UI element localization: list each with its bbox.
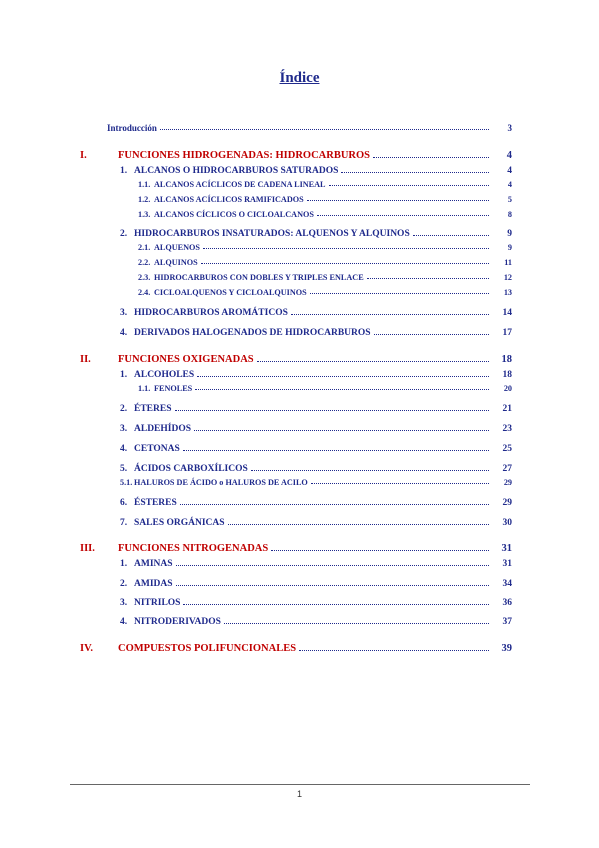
toc-page-number: 5 (507, 195, 512, 205)
toc-entry-label: CICLOALQUENOS Y CICLOALQUINOS (154, 288, 307, 298)
toc-page-number: 37 (502, 616, 512, 627)
toc-entry[interactable] (107, 120, 512, 133)
toc-entry[interactable] (138, 192, 512, 204)
toc-entry-number: 4. (120, 327, 128, 338)
toc-entry[interactable] (120, 225, 512, 239)
toc-entry-number: 3. (120, 423, 128, 434)
toc-entry-label: ALQUINOS (154, 258, 198, 268)
toc-page-number: 9 (507, 243, 512, 253)
toc-entry-number: I. (80, 149, 87, 161)
toc-entry[interactable] (138, 285, 512, 297)
toc-page-number: 4 (506, 149, 512, 161)
toc-entry-number: 5.1. (120, 478, 133, 488)
toc-dot-leader (271, 549, 489, 551)
toc-entry-number: 2. (120, 578, 128, 589)
toc-entry[interactable] (138, 177, 512, 189)
toc-entry[interactable] (120, 575, 512, 589)
toc-entry-number: 6. (120, 497, 128, 508)
toc-entry[interactable] (120, 460, 512, 474)
toc-dot-leader (299, 649, 489, 651)
toc-entry-label: ALCANOS ACÍCLICOS DE CADENA LINEAL (154, 180, 326, 190)
toc-page-number: 31 (501, 542, 512, 554)
toc-entry[interactable] (120, 420, 512, 434)
toc-dot-leader (311, 482, 489, 484)
toc-dot-leader (176, 584, 489, 586)
toc-dot-leader (228, 523, 489, 525)
toc-dot-leader (373, 156, 489, 158)
toc-dot-leader (257, 360, 489, 362)
toc-entry-label: AMINAS (134, 558, 173, 569)
toc-dot-leader (374, 333, 489, 335)
toc-entry-label: ALQUENOS (154, 243, 200, 253)
toc-page-number: 17 (502, 327, 512, 338)
toc-page-number: 18 (502, 369, 512, 380)
toc-page-number: 29 (502, 497, 512, 508)
toc-entry-number: 2.3. (138, 273, 151, 283)
toc-entry-label: ALDEHÍDOS (134, 423, 192, 434)
toc-dot-leader (194, 429, 489, 431)
toc-entry-label: COMPUESTOS POLIFUNCIONALES (118, 642, 297, 654)
toc-entry-label: HIDROCARBUROS AROMÁTICOS (134, 307, 288, 318)
toc-entry[interactable] (138, 270, 512, 282)
toc-page-number: 4 (507, 180, 512, 190)
toc-dot-leader (203, 247, 489, 249)
toc-entry[interactable] (80, 350, 512, 365)
toc-entry[interactable] (120, 162, 512, 176)
toc-entry-number: 1. (120, 558, 128, 569)
toc-entry-number: 4. (120, 443, 128, 454)
toc-dot-leader (310, 292, 489, 294)
toc-entry-number: 4. (120, 616, 128, 627)
page-title: Índice (279, 70, 320, 86)
toc-dot-leader (160, 128, 489, 130)
toc-dot-leader (183, 449, 489, 451)
toc-entry-label: ÉSTERES (134, 497, 177, 508)
toc-page-number: 12 (503, 273, 512, 283)
toc-page-number: 13 (503, 288, 512, 298)
toc-entry[interactable] (120, 366, 512, 380)
toc-page-number: 30 (502, 517, 512, 528)
toc-dot-leader (329, 184, 489, 186)
toc-entry-label: CETONAS (134, 443, 180, 454)
toc-page-number: 31 (502, 558, 512, 569)
toc-entry[interactable] (120, 594, 512, 608)
toc-entry-number: 2.1. (138, 243, 151, 253)
toc-dot-leader (183, 603, 489, 605)
toc-dot-leader (291, 313, 489, 315)
toc-entry[interactable] (120, 613, 512, 627)
toc-entry[interactable] (80, 639, 512, 654)
toc-entry-number: 7. (120, 517, 128, 528)
toc-dot-leader (341, 171, 489, 173)
toc-entry[interactable] (120, 555, 512, 569)
toc-entry-label: AMIDAS (134, 578, 173, 589)
toc-entry-number: 1.1. (138, 384, 151, 394)
toc-entry-number: 5. (120, 463, 128, 474)
toc-entry-label: FUNCIONES NITROGENADAS (118, 542, 269, 554)
toc-entry-label: FUNCIONES OXIGENADAS (118, 353, 254, 365)
toc-entry-number: 1.2. (138, 195, 151, 205)
toc-dot-leader (251, 469, 489, 471)
toc-entry-label: HALUROS DE ÁCIDO o HALUROS DE ACILO (134, 478, 308, 488)
toc-dot-leader (307, 199, 489, 201)
toc-entry-label: NITRODERIVADOS (134, 616, 221, 627)
toc-entry-number: IV. (80, 642, 93, 654)
toc-entry-number: II. (80, 353, 91, 365)
toc-entry[interactable] (120, 475, 512, 487)
footer-divider (70, 784, 530, 785)
toc-page-number: 21 (502, 403, 512, 414)
toc-entry-label: Introducción (107, 123, 157, 133)
toc-entry-label: ALCOHOLES (134, 369, 195, 380)
toc-page-number: 23 (502, 423, 512, 434)
toc-entry-number: 1.3. (138, 210, 151, 220)
toc-entry-label: ÁCIDOS CARBOXÍLICOS (134, 463, 248, 474)
toc-entry[interactable] (138, 381, 512, 393)
toc-entry-number: 3. (120, 597, 128, 608)
toc-page-number: 27 (502, 463, 512, 474)
toc-entry-number: 3. (120, 307, 128, 318)
toc-entry-number: 2. (120, 403, 128, 414)
toc-entry-label: ALCANOS ACÍCLICOS RAMIFICADOS (154, 195, 304, 205)
toc-entry-number: 1.1. (138, 180, 151, 190)
toc-entry-number: 1. (120, 165, 128, 176)
toc-entry[interactable] (120, 440, 512, 454)
toc-entry[interactable] (80, 539, 512, 554)
toc-entry[interactable] (120, 514, 512, 528)
toc-entry[interactable] (120, 304, 512, 318)
toc-page-number: 9 (507, 228, 512, 239)
toc-page-number: 18 (501, 353, 512, 365)
toc-dot-leader (224, 622, 489, 624)
toc-entry-label: FENOLES (154, 384, 193, 394)
toc-entry-label: FUNCIONES HIDROGENADAS: HIDROCARBUROS (118, 149, 371, 161)
toc-entry-label: HIDROCARBUROS INSATURADOS: ALQUENOS Y ALQUINOS (134, 228, 410, 239)
toc-dot-leader (175, 409, 490, 411)
toc-page-number: 14 (502, 307, 512, 318)
toc-entry-number: 2.4. (138, 288, 151, 298)
toc-entry[interactable] (120, 324, 512, 338)
toc-entry[interactable] (120, 400, 512, 414)
toc-dot-leader (197, 375, 489, 377)
toc-page-number: 34 (502, 578, 512, 589)
toc-entry-number: III. (80, 542, 95, 554)
toc-entry-label: NITRILOS (134, 597, 181, 608)
toc-page-number: 36 (502, 597, 512, 608)
toc-entry-number: 2.2. (138, 258, 151, 268)
toc-entry-number: 2. (120, 228, 128, 239)
toc-entry-label: SALES ORGÁNICAS (134, 517, 225, 528)
toc-page-number: 39 (501, 642, 512, 654)
toc-entry-label: HIDROCARBUROS CON DOBLES Y TRIPLES ENLACE (154, 273, 364, 283)
toc-entry-label: ALCANOS O HIDROCARBUROS SATURADOS (134, 165, 339, 176)
toc-entry[interactable] (120, 494, 512, 508)
footer-page-number: 1 (296, 789, 302, 799)
toc-entry[interactable] (138, 240, 512, 252)
toc-entry[interactable] (80, 146, 512, 161)
toc-dot-leader (176, 564, 489, 566)
toc-entry-label: ÉTERES (134, 403, 172, 414)
toc-entry[interactable] (138, 255, 512, 267)
toc-entry-number: 1. (120, 369, 128, 380)
toc-page-number: 8 (507, 210, 512, 220)
toc-dot-leader (413, 234, 489, 236)
toc-dot-leader (367, 277, 489, 279)
toc-entry-label: ALCANOS CÍCLICOS O CICLOALCANOS (154, 210, 314, 220)
toc-page-number: 20 (503, 384, 512, 394)
toc-page-number: 29 (503, 478, 512, 488)
toc-dot-leader (195, 388, 489, 390)
toc-entry-label: DERIVADOS HALOGENADOS DE HIDROCARBUROS (134, 327, 371, 338)
toc-dot-leader (317, 214, 489, 216)
toc-page-number: 11 (504, 258, 512, 268)
toc-page-number: 4 (507, 165, 512, 176)
toc-page-number: 3 (507, 123, 512, 133)
toc-dot-leader (201, 262, 489, 264)
toc-dot-leader (180, 503, 489, 505)
toc-entry[interactable] (138, 207, 512, 219)
toc-page-number: 25 (502, 443, 512, 454)
